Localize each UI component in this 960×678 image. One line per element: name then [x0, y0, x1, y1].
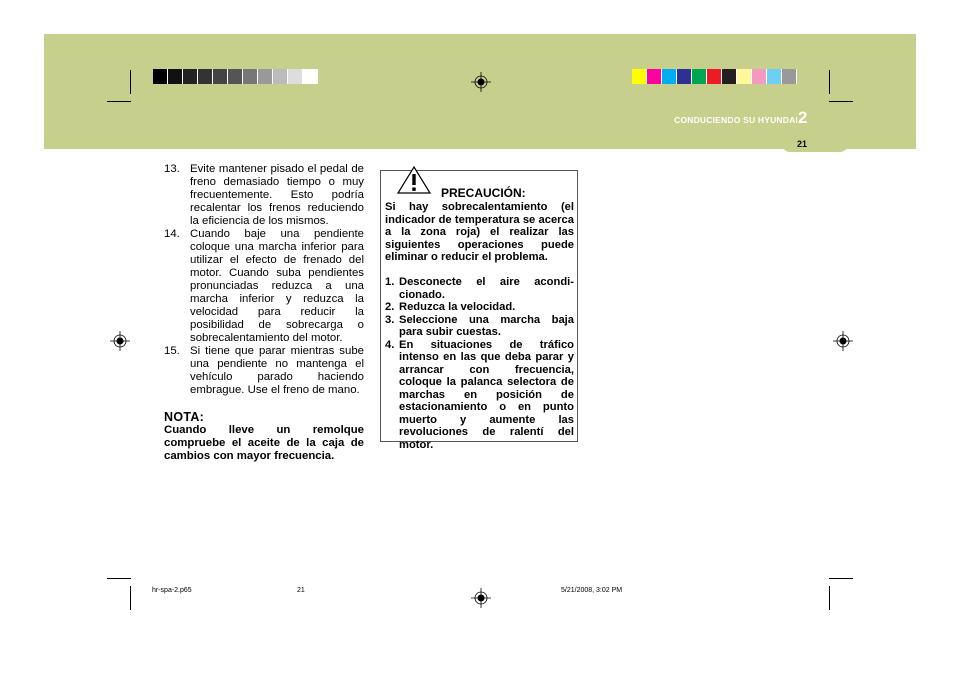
crop-mark [829, 586, 830, 610]
color-swatch [288, 69, 303, 84]
footer-page: 21 [297, 587, 305, 594]
color-swatch [303, 69, 318, 84]
color-swatch [168, 69, 183, 84]
caution-step [385, 339, 574, 452]
page-number: 21 [796, 139, 807, 149]
color-swatch [647, 69, 662, 84]
caution-title: PRECAUCIÓN: [441, 186, 526, 200]
registration-mark-icon [471, 72, 491, 92]
color-swatch [767, 69, 782, 84]
color-swatch [183, 69, 198, 84]
caution-steps [385, 276, 574, 451]
color-swatch [707, 69, 722, 84]
crop-mark [829, 101, 853, 102]
registration-mark-icon [471, 588, 491, 608]
color-swatch [198, 69, 213, 84]
color-swatch [722, 69, 737, 84]
step-text: Reduzca la velocidad. [399, 301, 516, 313]
color-swatch [692, 69, 707, 84]
caution-box [380, 170, 578, 451]
grayscale-color-bar [153, 69, 318, 84]
step-text: Desconecte el aire acondi- cionado. [399, 276, 574, 301]
color-swatch [632, 69, 647, 84]
crop-mark [130, 586, 131, 610]
color-swatch [153, 69, 168, 84]
step-number: 4. [385, 338, 395, 351]
note-text: Cuando lleve un remolque compruebe el aceite de la caja de cambios con mayor frecuencia. [164, 424, 364, 462]
color-swatch [782, 69, 797, 84]
process-color-bar [632, 69, 797, 84]
color-swatch [662, 69, 677, 84]
color-swatch [213, 69, 228, 84]
crop-mark [829, 578, 853, 579]
color-swatch [243, 69, 258, 84]
color-swatch [228, 69, 243, 84]
chapter-number: 2 [798, 108, 808, 127]
item-number: 15. [164, 345, 180, 357]
step-text: En situaciones de tráfico intenso en las que deba parar y arrancar con frecuencia, coloque la palanca selectora de marchas en posición de estacionamiento o en punto muerto y aumente las revoluciones de ralentí del motor. [399, 338, 574, 451]
left-column [164, 163, 364, 463]
item-number: 13. [164, 163, 180, 175]
list-item [164, 345, 364, 397]
note-heading: NOTA: [164, 410, 205, 424]
color-swatch [752, 69, 767, 84]
color-swatch [258, 69, 273, 84]
caution-step [385, 301, 574, 314]
color-swatch [737, 69, 752, 84]
item-text: Si tiene que parar mientras sube una pendiente no mantenga el vehículo parado haciendo embrague. Use el freno de mano. [190, 345, 364, 396]
crop-mark [829, 70, 830, 94]
footer-timestamp: 5/21/2008, 3:02 PM [561, 587, 623, 594]
item-text: Evite mantener pisado el pedal de freno demasiado tiempo o muy frecuentemente. Esto podría recalentar los frenos reduciendo la eficiencia de los mismos. [190, 163, 364, 227]
caution-body [385, 201, 574, 451]
caution-intro: Si hay sobrecalentamiento (el indicador de temperatura se acerca a la zona roja) el realizar las siguientes operaciones puede eliminar o reducir el problema. [385, 201, 574, 263]
caution-step [385, 314, 574, 339]
color-swatch [677, 69, 692, 84]
registration-mark-icon [110, 331, 130, 351]
step-text: Seleccione una marcha baja para subir cuestas. [399, 313, 574, 338]
crop-mark [107, 578, 131, 579]
list-item [164, 228, 364, 345]
item-number: 14. [164, 228, 180, 240]
color-swatch [273, 69, 288, 84]
step-number: 2. [385, 301, 395, 313]
footer-filename: hr-spa-2.p65 [152, 587, 192, 594]
step-number: 3. [385, 313, 395, 326]
registration-mark-icon [833, 331, 853, 351]
item-text: Cuando baje una pendiente coloque una marcha inferior para utilizar el efecto de frenado del motor. Cuando suba pendientes pronunciadas reduzca a una marcha inferior y reduzca la velocidad para reducir la posibilidad de sobrecarga o sobrecalentamiento del motor. [190, 228, 364, 344]
list-item [164, 163, 364, 228]
crop-mark [107, 101, 131, 102]
step-number: 1. [385, 276, 395, 288]
crop-mark [130, 70, 131, 94]
caution-step [385, 276, 574, 301]
section-title: CONDUCIENDO SU HYUNDAI [674, 115, 798, 125]
warning-triangle-icon [397, 166, 431, 194]
